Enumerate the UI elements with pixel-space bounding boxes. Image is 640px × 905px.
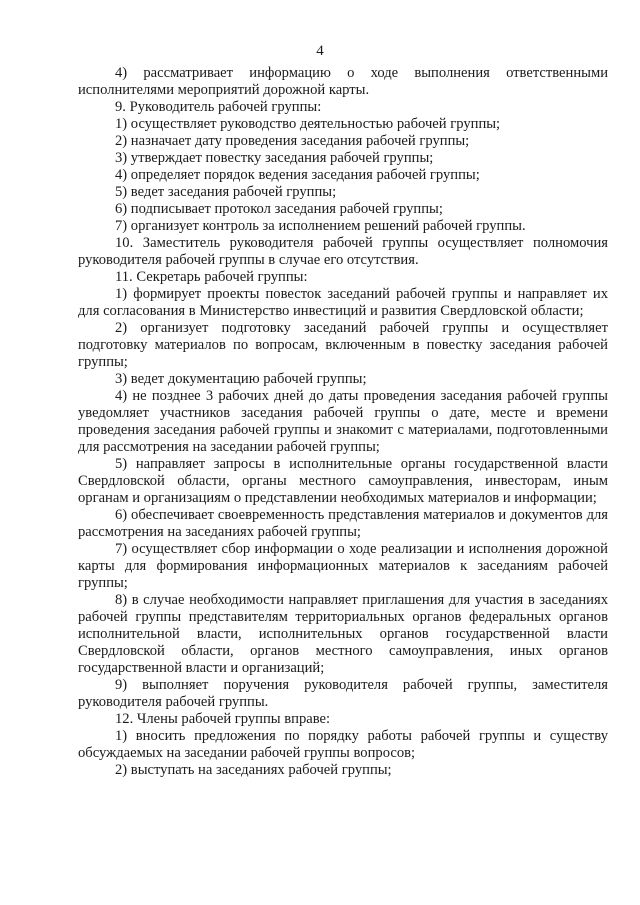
section-heading: 9. Руководитель рабочей группы: (115, 99, 322, 115)
list-item: 1) вносить предложения по порядку работы рабочей группы и существу обсуждаемых на заседании рабочей группы вопросов; (78, 728, 608, 761)
list-item: 4) определяет порядок ведения заседания рабочей группы; (115, 167, 480, 183)
list-item: 3) утверждает повестку заседания рабочей группы; (115, 150, 434, 166)
paragraph: 4) рассматривает информацию о ходе выполнения ответственными исполнителями мероприятий дорожной карты. (78, 65, 608, 98)
page-number: 4 (316, 43, 324, 59)
list-item: 7) осуществляет сбор информации о ходе реализации и исполнения дорожной карты для формирования информационных материалов к заседаниям рабочей группы; (78, 541, 608, 591)
list-item: 8) в случае необходимости направляет приглашения для участия в заседаниях рабочей группы представителям территориальных органов федеральных органов исполнительной власти, исполнительных органов государственной власти Свердловской области, органов местного самоуправления, иных органов государственной власти и организаций; (78, 592, 608, 676)
list-item: 7) организует контроль за исполнением решений рабочей группы. (115, 218, 526, 234)
list-item: 1) осуществляет руководство деятельностью рабочей группы; (115, 116, 501, 132)
section-heading: 12. Члены рабочей группы вправе: (115, 711, 331, 727)
list-item: 2) организует подготовку заседаний рабочей группы и осуществляет подготовку материалов по вопросам, включенным в повестку заседания рабочей группы; (78, 320, 608, 370)
document-body (78, 65, 608, 779)
section-heading: 11. Секретарь рабочей группы: (115, 269, 308, 285)
list-item: 6) обеспечивает своевременность представления материалов и документов для рассмотрения на заседаниях рабочей группы; (78, 507, 608, 540)
paragraph: 10. Заместитель руководителя рабочей группы осуществляет полномочия руководителя рабочей группы в случае его отсутствия. (78, 235, 608, 268)
list-item: 2) назначает дату проведения заседания рабочей группы; (115, 133, 470, 149)
list-item: 6) подписывает протокол заседания рабочей группы; (115, 201, 443, 217)
list-item: 5) ведет заседания рабочей группы; (115, 184, 337, 200)
list-item: 4) не позднее 3 рабочих дней до даты проведения заседания рабочей группы уведомляет участников заседания рабочей группы о дате, месте и времени проведения заседания рабочей группы и знакомит с материалами, подготовленными для рассмотрения на заседании рабочей группы; (78, 388, 608, 455)
list-item: 3) ведет документацию рабочей группы; (115, 371, 367, 387)
list-item: 9) выполняет поручения руководителя рабочей группы, заместителя руководителя рабочей группы. (78, 677, 608, 710)
list-item: 1) формирует проекты повесток заседаний рабочей группы и направляет их для согласования в Министерство инвестиций и развития Свердловской области; (78, 286, 608, 319)
list-item: 5) направляет запросы в исполнительные органы государственной власти Свердловской области, органы местного самоуправления, инвесторам, иным органам и организациям о представлении необходимых материалов и информации; (78, 456, 608, 506)
list-item: 2) выступать на заседаниях рабочей группы; (115, 762, 392, 778)
